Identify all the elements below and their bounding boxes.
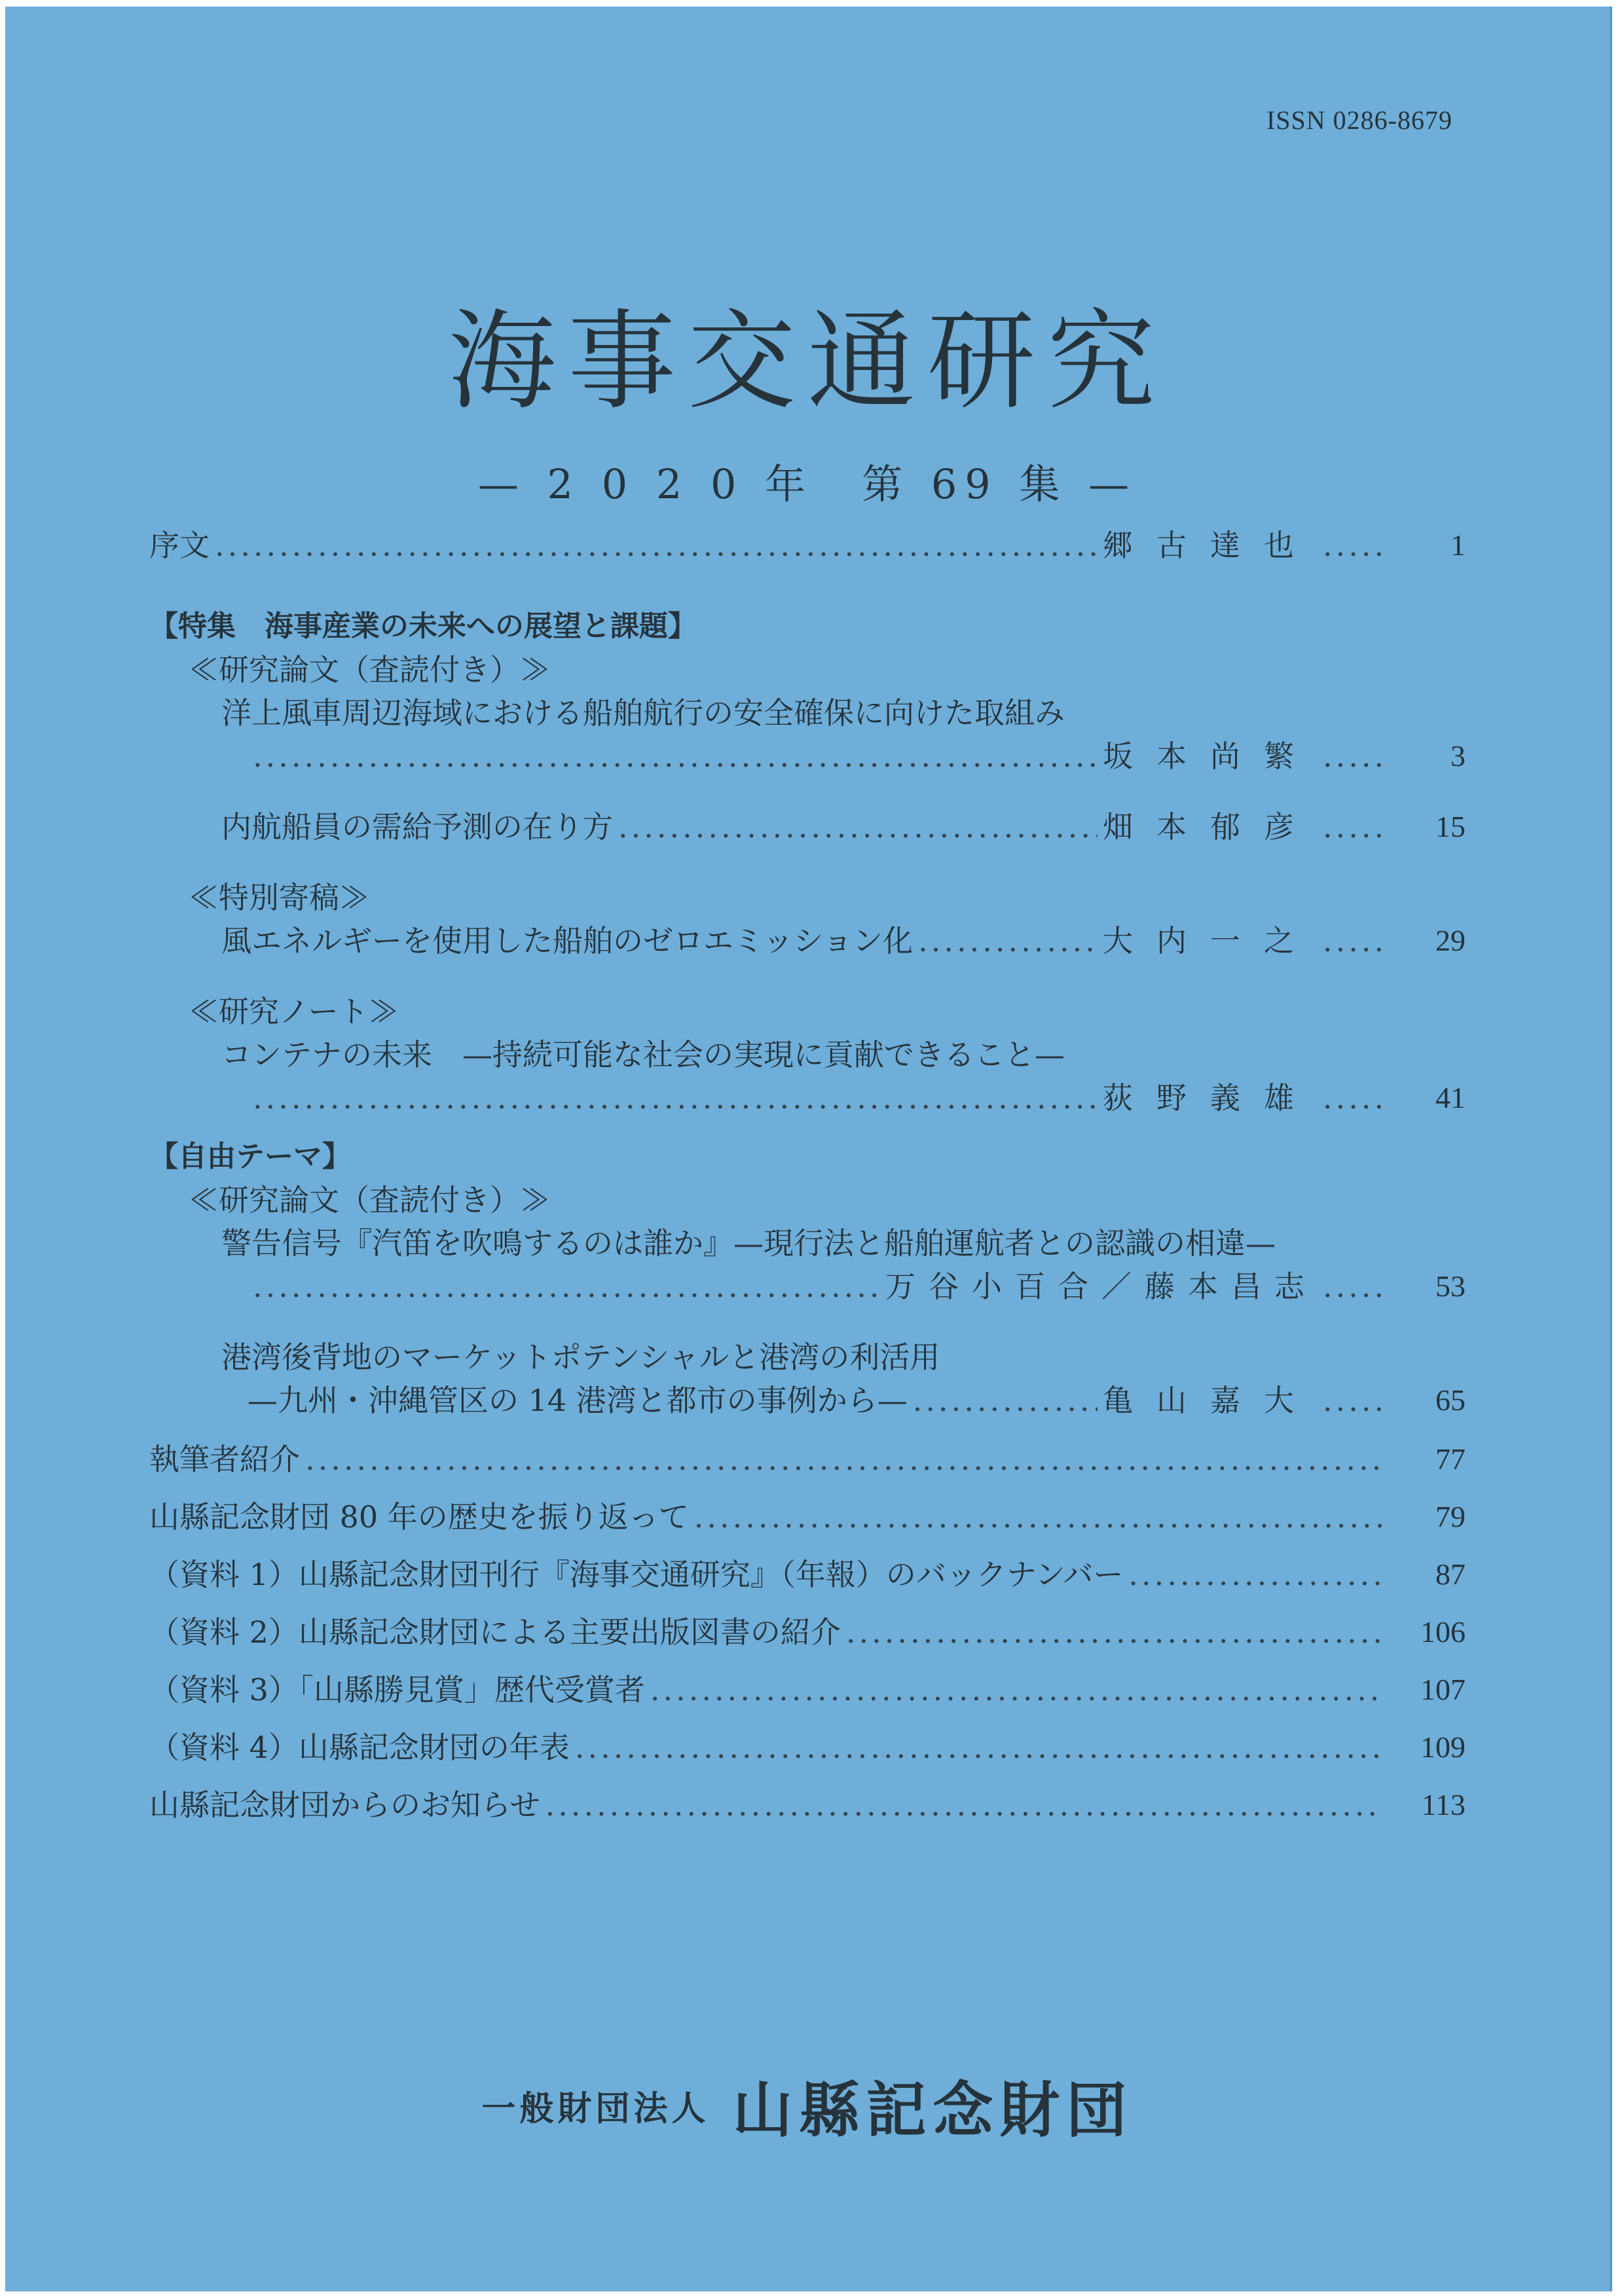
toc-entry-article6	[149, 1379, 1466, 1422]
leader-dots	[1323, 1076, 1382, 1120]
toc-entry-author: 畑本郁彦	[1103, 809, 1318, 845]
leader-dots	[1128, 1553, 1382, 1596]
category-research-paper: ≪研究論文（査読付き）≫	[189, 652, 550, 687]
toc-entry-misc	[149, 1553, 1466, 1596]
toc-entry-page: 87	[1435, 1558, 1466, 1591]
toc-entry-title: コンテナの未来 —持続可能な社会の実現に貢献できること—	[221, 1037, 1065, 1072]
leader-dots	[253, 1076, 1098, 1120]
leader-dots	[1323, 735, 1382, 778]
leader-dots	[215, 524, 1098, 567]
toc-entry-title: 序文	[149, 528, 210, 563]
toc-entry-page: 113	[1421, 1788, 1466, 1821]
toc-entry-title: （資料 1）山縣記念財団刊行『海事交通研究』（年報）のバックナンバー	[149, 1557, 1124, 1592]
toc-entry-title: 風エネルギーを使用した船舶のゼロエミッション化	[221, 923, 913, 958]
category-special-contribution: ≪特別寄稿≫	[189, 880, 369, 915]
toc-entry-title: 港湾後背地のマーケットポテンシャルと港湾の利活用	[221, 1339, 940, 1375]
toc-entry-page: 41	[1435, 1081, 1466, 1114]
publisher-name: 山縣記念財団	[732, 2075, 1134, 2145]
toc-entry-article5	[149, 1265, 1466, 1308]
section-heading-free-theme: 【自由テーマ】	[149, 1140, 351, 1173]
toc-entry-title: （資料 3）「山縣勝見賞」歴代受賞者	[149, 1672, 645, 1707]
leader-dots	[1323, 919, 1382, 962]
toc-entry-title-line	[149, 1222, 1466, 1265]
category-research-note: ≪研究ノート≫	[189, 994, 399, 1029]
toc-entry-title: 山縣記念財団 80 年の歴史を振り返って	[149, 1499, 689, 1535]
toc-entry-subtitle: —九州・沖縄管区の 14 港湾と都市の事例から—	[248, 1383, 908, 1418]
toc-entry-page: 65	[1435, 1383, 1466, 1417]
toc-entry-misc	[149, 1495, 1466, 1539]
toc-entry-article4	[149, 1076, 1466, 1120]
leader-dots	[1323, 1379, 1382, 1422]
toc-entry-title-line	[149, 1336, 1466, 1379]
publisher-block	[5, 2062, 1610, 2149]
toc-entry-title-line	[149, 1033, 1466, 1076]
toc-entry-preface	[149, 524, 1466, 567]
toc-entry-page: 1	[1450, 528, 1466, 562]
leader-dots	[918, 919, 1098, 962]
toc-entry-author: 万谷小百合／藤本昌志	[885, 1269, 1318, 1304]
leader-dots	[575, 1726, 1382, 1769]
toc-entry-article2	[149, 805, 1466, 848]
toc-entry-page: 29	[1435, 924, 1466, 957]
leader-dots	[253, 1265, 880, 1308]
toc-entry-author: 坂本尚繁	[1103, 738, 1318, 774]
toc-entry-title: 執筆者紹介	[149, 1442, 300, 1477]
leader-dots	[618, 805, 1098, 848]
toc-entry-title-line	[149, 691, 1466, 735]
toc-entry-article1	[149, 735, 1466, 778]
toc-entry-page: 107	[1420, 1673, 1466, 1706]
toc-entry-misc	[149, 1783, 1466, 1827]
toc-entry-misc	[149, 1668, 1466, 1711]
toc-entry-author: 大内一之	[1103, 923, 1318, 958]
leader-dots	[1323, 524, 1382, 567]
toc-entry-title: 山縣記念財団からのお知らせ	[149, 1787, 540, 1823]
leader-dots	[545, 1783, 1382, 1827]
toc-entry-title: 内航船員の需給予測の在り方	[221, 809, 613, 845]
leader-dots	[694, 1495, 1382, 1539]
leader-dots	[1323, 1265, 1382, 1308]
section-heading-special: 【特集 海事産業の未来への展望と課題】	[149, 610, 697, 643]
leader-dots	[913, 1379, 1098, 1422]
leader-dots	[305, 1438, 1382, 1481]
category-research-paper: ≪研究論文（査読付き）≫	[189, 1182, 550, 1218]
leader-dots	[253, 735, 1098, 778]
toc-entry-page: 3	[1450, 739, 1466, 773]
table-of-contents	[149, 524, 1466, 1827]
toc-entry-title: 洋上風車周辺海域における船舶航行の安全確保に向けた取組み	[221, 695, 1065, 731]
toc-entry-article3	[149, 919, 1466, 962]
toc-entry-title: 警告信号『汽笛を吹鳴するのは誰か』—現行法と船舶運航者との認識の相違—	[221, 1226, 1276, 1261]
toc-entry-page: 15	[1435, 810, 1466, 843]
toc-entry-page: 77	[1435, 1442, 1466, 1476]
toc-entry-page: 53	[1435, 1269, 1466, 1303]
leader-dots	[650, 1668, 1382, 1711]
publisher-type: 一般財団法人	[481, 2088, 710, 2129]
toc-entry-page: 79	[1435, 1500, 1466, 1533]
journal-cover	[5, 7, 1612, 2291]
toc-entry-title: （資料 2）山縣記念財団による主要出版図書の紹介	[149, 1614, 841, 1650]
issn-label: ISSN 0286-8679	[1266, 105, 1452, 135]
toc-entry-page: 106	[1420, 1615, 1466, 1649]
toc-entry-misc	[149, 1611, 1466, 1654]
leader-dots	[1323, 805, 1382, 848]
toc-entry-title: （資料 4）山縣記念財団の年表	[149, 1730, 570, 1765]
toc-entry-author: 郷古達也	[1103, 528, 1318, 563]
toc-entry-author: 荻野義雄	[1103, 1080, 1318, 1116]
toc-entry-misc	[149, 1438, 1466, 1481]
journal-title: 海事交通研究	[448, 299, 1167, 424]
toc-entry-author: 亀山嘉大	[1103, 1383, 1318, 1418]
toc-entry-misc	[149, 1726, 1466, 1769]
toc-entry-page: 109	[1420, 1730, 1466, 1764]
leader-dots	[846, 1611, 1382, 1654]
issue-subtitle: — 2 0 2 0 年 第 69 集 —	[477, 460, 1137, 508]
